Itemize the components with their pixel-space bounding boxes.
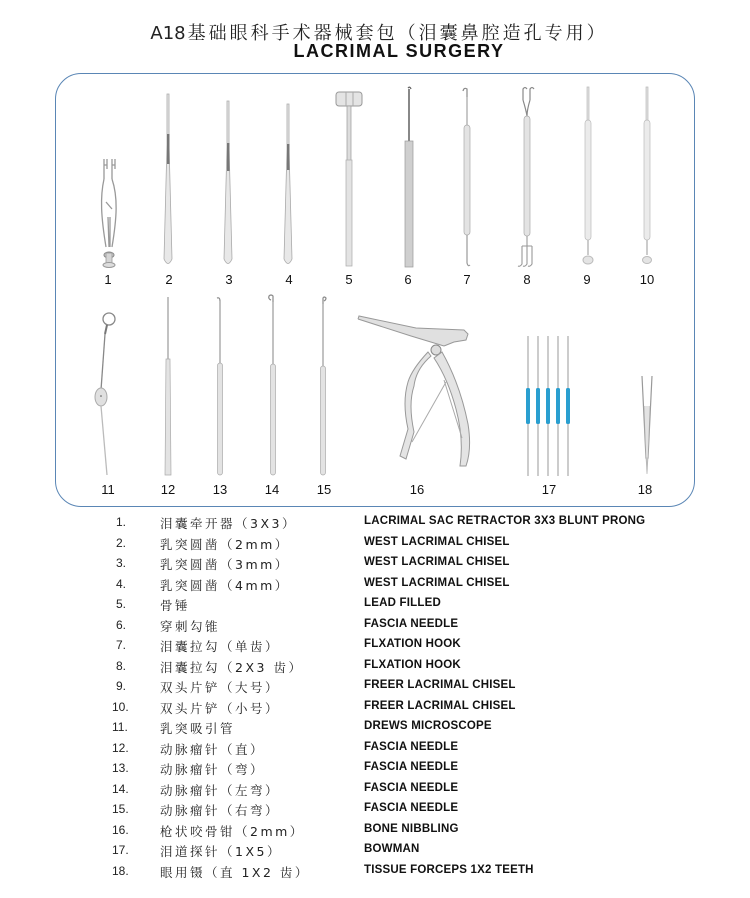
rongeur-icon (356, 314, 481, 474)
item-name-en: FASCIA NEEDLE (364, 761, 459, 773)
item-name-en: TISSUE FORCEPS 1X2 TEETH (364, 863, 534, 876)
instrument-label: 10 (639, 272, 655, 287)
item-name-cn: 泪囊拉勾（单齿） (160, 639, 281, 654)
elevator-icon (640, 87, 654, 267)
item-name-cn: 双头片铲（大号） (160, 680, 281, 695)
suction-tube-icon (93, 310, 119, 480)
list-item (0, 615, 750, 635)
list-item (0, 779, 750, 799)
list-item (0, 717, 750, 737)
elevator-icon (581, 87, 595, 267)
item-number: 9. (116, 679, 127, 693)
item-number: 12. (112, 740, 129, 755)
item-number: 5. (116, 597, 127, 611)
list-item (0, 861, 750, 881)
item-number: 6. (116, 617, 127, 632)
aneurysm-needle-icon (318, 296, 328, 477)
item-number: 3. (116, 556, 127, 570)
item-number: 1. (116, 515, 127, 529)
item-name-en: LEAD FILLED (364, 597, 441, 609)
item-name-cn: 乳突圆凿（2mm） (160, 536, 290, 552)
instrument-label: 7 (463, 272, 471, 287)
item-number: 15. (112, 802, 129, 816)
item-name-cn: 眼用镊（直 1X2 齿） (160, 864, 310, 880)
aneurysm-needle-icon (163, 297, 173, 477)
item-name-en: FREER LACRIMAL CHISEL (364, 699, 516, 712)
item-name-cn: 动脉瘤针（右弯） (160, 803, 281, 818)
item-number: 13. (112, 761, 129, 775)
item-name-en: BOWMAN (364, 843, 420, 855)
aneurysm-needle-icon (215, 297, 225, 477)
item-name-en: LACRIMAL SAC RETRACTOR 3X3 BLUNT PRONG (364, 515, 646, 527)
item-name-cn: 泪囊牵开器（3X3） (160, 516, 297, 531)
item-name-cn: 泪囊拉勾（2X3 齿） (160, 659, 304, 675)
retractor-icon (98, 157, 120, 269)
item-name-en: WEST LACRIMAL CHISEL (364, 556, 510, 568)
item-name-cn: 双头片铲（小号） (160, 700, 281, 716)
kit-code: A18 (150, 23, 186, 44)
item-number: 10. (112, 699, 129, 714)
item-name-en: FLXATION HOOK (364, 658, 461, 671)
title-cn-text: 基础眼科手术器械套包（泪囊鼻腔造孔专用） (187, 23, 608, 44)
instrument-label: 13 (212, 482, 228, 497)
item-name-en: FASCIA NEEDLE (364, 740, 459, 753)
instrument-label: 16 (409, 482, 425, 497)
instrument-label: 2 (165, 272, 173, 287)
instrument-label: 1 (104, 272, 112, 287)
list-item (0, 840, 750, 860)
needle-icon (403, 86, 415, 269)
list-item (0, 512, 750, 532)
instrument-label: 6 (404, 272, 412, 287)
item-name-cn: 动脉瘤针（弯） (160, 762, 266, 777)
instrument-label: 3 (225, 272, 233, 287)
list-item (0, 635, 750, 655)
item-name-en: FASCIA NEEDLE (364, 781, 459, 794)
item-name-en: WEST LACRIMAL CHISEL (364, 535, 510, 548)
instrument-label: 15 (316, 482, 332, 497)
hook-icon (461, 87, 473, 268)
instrument-image-panel (55, 73, 695, 507)
item-name-en: FREER LACRIMAL CHISEL (364, 679, 516, 691)
item-name-cn: 枪状咬骨钳（2mm） (160, 823, 305, 839)
forceps-icon (640, 376, 654, 476)
item-number: 4. (116, 576, 127, 591)
page-title-english: LACRIMAL SURGERY (293, 41, 505, 61)
chisel-icon (282, 104, 294, 268)
mallet-icon (334, 90, 364, 268)
item-name-cn: 动脉瘤针（直） (160, 741, 266, 757)
list-item (0, 758, 750, 778)
instrument-label: 18 (637, 482, 653, 497)
list-item (0, 820, 750, 840)
item-name-en: BONE NIBBLING (364, 822, 459, 835)
item-number: 2. (116, 535, 127, 550)
instrument-label: 12 (160, 482, 176, 497)
instrument-label: 4 (285, 272, 293, 287)
list-item (0, 533, 750, 553)
list-item (0, 594, 750, 614)
item-name-cn: 乳突圆凿（3mm） (160, 557, 290, 572)
item-number: 11. (112, 720, 128, 734)
chisel-icon (162, 94, 174, 268)
list-item (0, 656, 750, 676)
item-name-cn: 乳突圆凿（4mm） (160, 577, 290, 593)
item-name-en: FASCIA NEEDLE (364, 617, 459, 630)
item-number: 7. (116, 638, 127, 652)
instrument-label: 11 (101, 482, 115, 497)
item-number: 8. (116, 658, 127, 673)
item-name-en: FLXATION HOOK (364, 638, 461, 650)
probe-set-icon (523, 336, 569, 476)
item-number: 17. (112, 843, 129, 857)
instrument-label: 9 (583, 272, 591, 287)
item-name-cn: 骨锤 (160, 598, 191, 613)
list-item (0, 574, 750, 594)
aneurysm-needle-icon (267, 294, 279, 477)
item-number: 16. (112, 822, 129, 837)
item-name-en: FASCIA NEEDLE (364, 802, 459, 814)
list-item (0, 676, 750, 696)
item-name-en: WEST LACRIMAL CHISEL (364, 576, 510, 589)
double-hook-icon (518, 86, 536, 269)
instrument-label: 14 (264, 482, 280, 497)
list-item (0, 553, 750, 573)
item-name-cn: 动脉瘤针（左弯） (160, 782, 281, 798)
item-name-en: DREWS MICROSCOPE (364, 720, 492, 732)
list-item (0, 738, 750, 758)
list-item (0, 697, 750, 717)
instrument-label: 17 (541, 482, 557, 497)
chisel-icon (222, 101, 234, 268)
item-number: 14. (112, 781, 129, 796)
item-name-cn: 穿刺勾锥 (160, 618, 221, 634)
list-item (0, 799, 750, 819)
instrument-label: 8 (523, 272, 531, 287)
item-name-cn: 泪道探针（1X5） (160, 844, 282, 859)
instrument-label: 5 (345, 272, 353, 287)
item-name-cn: 乳突吸引管 (160, 721, 236, 736)
item-number: 18. (112, 863, 129, 878)
